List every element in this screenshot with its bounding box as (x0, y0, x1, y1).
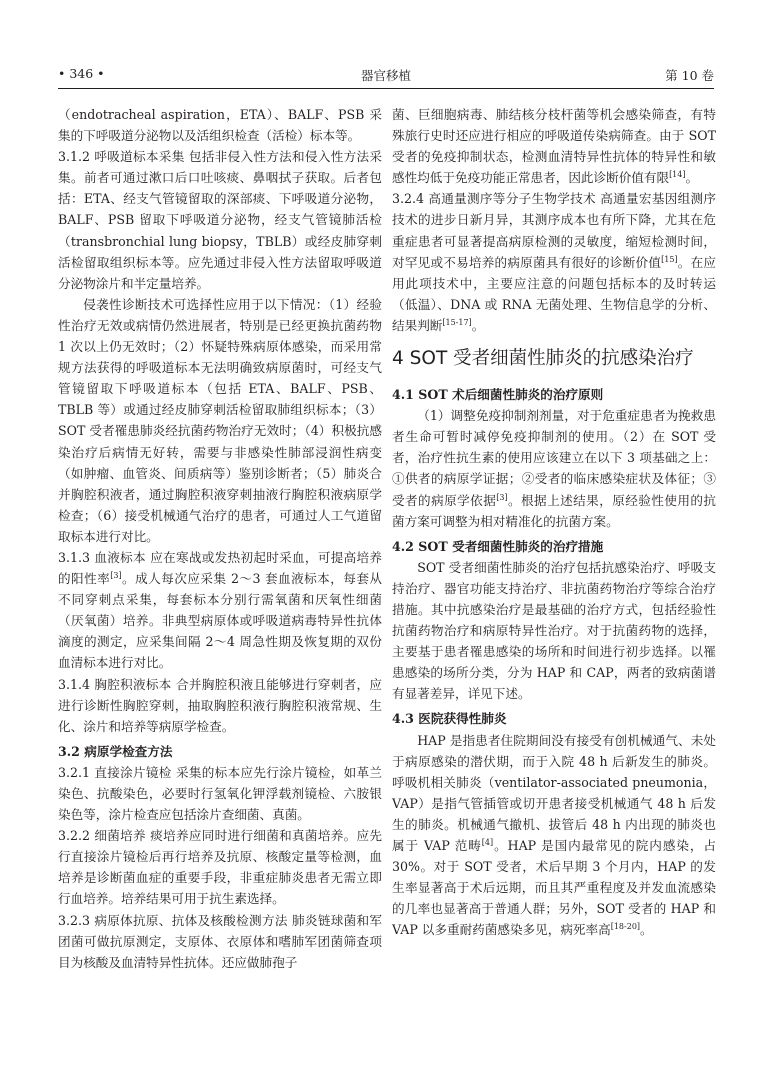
section-3-1-3: 3.1.3 血液标本 应在寒战或发热初起时采血，可提高培养的阳性率[3]。成人每次应采集 2～3 套血液标本，每套从不同穿刺点采集，每套标本分别行需氧菌和厌氧性细菌（厌氧菌）培养。非典型病原体或呼吸道病毒特异性抗体滴度的测定，应采集间隔 2～4 周急性期及恢复期的双份血清标本进行对比。 (58, 549, 382, 671)
section-3-2-1: 3.2.1 直接涂片镜检 采集的标本应先行涂片镜检，如革兰染色、抗酸染色，必要时行氢氧化钾浮载剂镜检、六胺银染色等，涂片检查应包括涂片查细菌、真菌。 (58, 764, 382, 823)
citation: [18-20] (610, 922, 641, 932)
paragraph-hap: HAP 是指患者住院期间没有接受有创机械通气、未处于病原感染的潜伏期，而于入院 48 h 后新发生的肺炎。呼吸机相关肺炎（ventilator-associated pneumonia，VAP）是指气管插管或切开患者接受机械通气 48 h 后发生的肺炎。机械通气撤机、拔管后 48 h 内出现的肺炎也属于 VAP 范畴[4]。HAP 是国内最常见的院内感染，占 30%。对于 SOT 受者，术后早期 3 个月内，HAP 的发生率显著高于术后远期，而且其严重程度及并发血流感染的几率也显著高于普通人群；另外，SOT 受者的 HAP 和 VAP 以多重耐药菌感染多见，病死率高[18-20]。 (392, 732, 716, 938)
page-number: • 346 • (58, 66, 105, 81)
paragraph-invasive-diagnosis: 侵袭性诊断技术可选择性应用于以下情况：（1）经验性治疗无效或病情仍然进展者，特别是已经更换抗菌药物 1 次以上仍无效时；（2）怀疑特殊病原体感染，而采用常规方法获得的呼吸道标本无法明确致病原菌时，可经支气管镜留取下呼吸道标本（包括 ETA、BALF、PSB、TBLB 等）或通过经皮肺穿刺活检留取肺组织标本；（3）SOT 受者罹患肺炎经抗菌药物治疗无效时；（4）积极抗感染治疗后病情无好转，需要与非感染性肺部浸润性病变（如肿瘤、血管炎、间质病等）鉴别诊断者；（5）肺炎合并胸腔积液者，通过胸腔积液穿刺抽液行胸腔积液病原学检查；（6）接受机械通气治疗的患者，可通过人工气道留取标本进行对比。 (58, 296, 382, 544)
section-3-1-4: 3.1.4 胸腔积液标本 合并胸腔积液且能够进行穿刺者，应进行诊断性胸腔穿刺，抽取胸腔积液行胸腔积液常规、生化、涂片和培养等病原学检查。 (58, 676, 382, 734)
section-3-2-3: 3.2.3 病原体抗原、抗体及核酸检测方法 肺炎链球菌和军团菌可做抗原测定，支原体、衣原体和嗜肺军团菌筛查项目为核酸及血清特异性抗体。还应做肺孢子 (58, 912, 382, 970)
volume-label: 第 10 卷 (665, 68, 714, 83)
citation: [4] (481, 837, 494, 847)
left-column (58, 104, 382, 973)
paragraph-treatment-measures: SOT 受者细菌性肺炎的治疗包括抗感染治疗、呼吸支持治疗、器官功能支持治疗、非抗菌药物治疗等综合治疗措施。其中抗感染治疗是最基础的治疗方式，包括经验性抗菌药物治疗和病原特异性治疗。对于抗菌药物的选择，主要基于患者罹患感染的场所和时间进行初步选择。以罹患感染的场所分类，分为 HAP 和 CAP，两者的致病菌谱有显著差异，详见下述。 (392, 559, 716, 702)
heading-4: 4 SOT 受者细菌性肺炎的抗感染治疗 (392, 348, 694, 370)
heading-4-2: 4.2 SOT 受者细菌性肺炎的治疗措施 (392, 538, 604, 554)
citation: [14] (669, 170, 686, 180)
heading-4-3: 4.3 医院获得性肺炎 (392, 711, 507, 727)
citation: [3] (496, 492, 508, 502)
paragraph-treatment-principles: （1）调整免疫抑制剂剂量，对于危重症患者为挽救患者生命可暂时减停免疫抑制剂的使用。（2）在 SOT 受者，治疗性抗生素的使用应该建立在以下 3 项基础之上：①供者的病原学证据；②受者的临床感染症状及体征；③受者的病原学依据[3]。根据上述结果，原经验性使用的抗菌方案可调整为相对精准化的抗菌方案。 (392, 408, 716, 529)
citation: [15-17] (442, 317, 472, 327)
heading-3-2: 3.2 病原学检查方法 (58, 743, 173, 759)
section-3-2-4: 3.2.4 高通量测序等分子生物学技术 高通量宏基因组测序技术的进步日新月异，其测序成本也有所下降，尤其在危重症患者可显著提高病原检测的灵敏度，缩短检测时间，对罕见或不易培养的病原菌具有很好的诊断价值[15]。在应用此项技术中，主要应注意的问题包括标本的及时转运（低温）、DNA 或 RNA 无菌处理、生物信息学的分析、结果判断[15-17]。 (392, 191, 717, 333)
paragraph-continued: 菌、巨细胞病毒、肺结核分枝杆菌等机会感染筛查，有特殊旅行史时还应进行相应的呼吸道传染病筛查。由于 SOT 受者的免疫抑制状态，检测血清特异性抗体的特异性和敏感性均低于免疫功能正常患者，因此诊断价值有限[14]。 (392, 107, 716, 186)
citation: [3] (110, 570, 122, 580)
running-header (58, 62, 714, 89)
journal-name: 器官移植 (360, 68, 411, 83)
section-3-1-2: 3.1.2 呼吸道标本采集 包括非侵入性方法和侵入性方法采集。前者可通过漱口后口吐咳痰、鼻咽拭子获取。后者包括：ETA、经支气管镜留取的深部痰、下呼吸道分泌物，BALF、PSB 留取下呼吸道分泌物，经支气管镜肺活检（transbronchial lung biopsy，TBLB）或经皮肺穿刺活检留取组织标本等。应先通过非侵入性方法留取呼吸道分泌物涂片和半定量培养。 (58, 149, 382, 291)
citation: [15] (661, 254, 678, 264)
section-3-2-2: 3.2.2 细菌培养 痰培养应同时进行细菌和真菌培养。应先行直接涂片镜检后再行培养及抗原、核酸定量等检测，血培养是诊断菌血症的重要手段，非重症肺炎患者无需立即行血培养。培养结果可用于抗生素选择。 (58, 828, 382, 907)
right-column (392, 104, 716, 940)
heading-4-1: 4.1 SOT 术后细菌性肺炎的治疗原则 (392, 387, 604, 403)
paragraph: （endotracheal aspiration，ETA）、BALF、PSB 采集的下呼吸道分泌物以及活组织检查（活检）标本等。 (58, 107, 382, 144)
